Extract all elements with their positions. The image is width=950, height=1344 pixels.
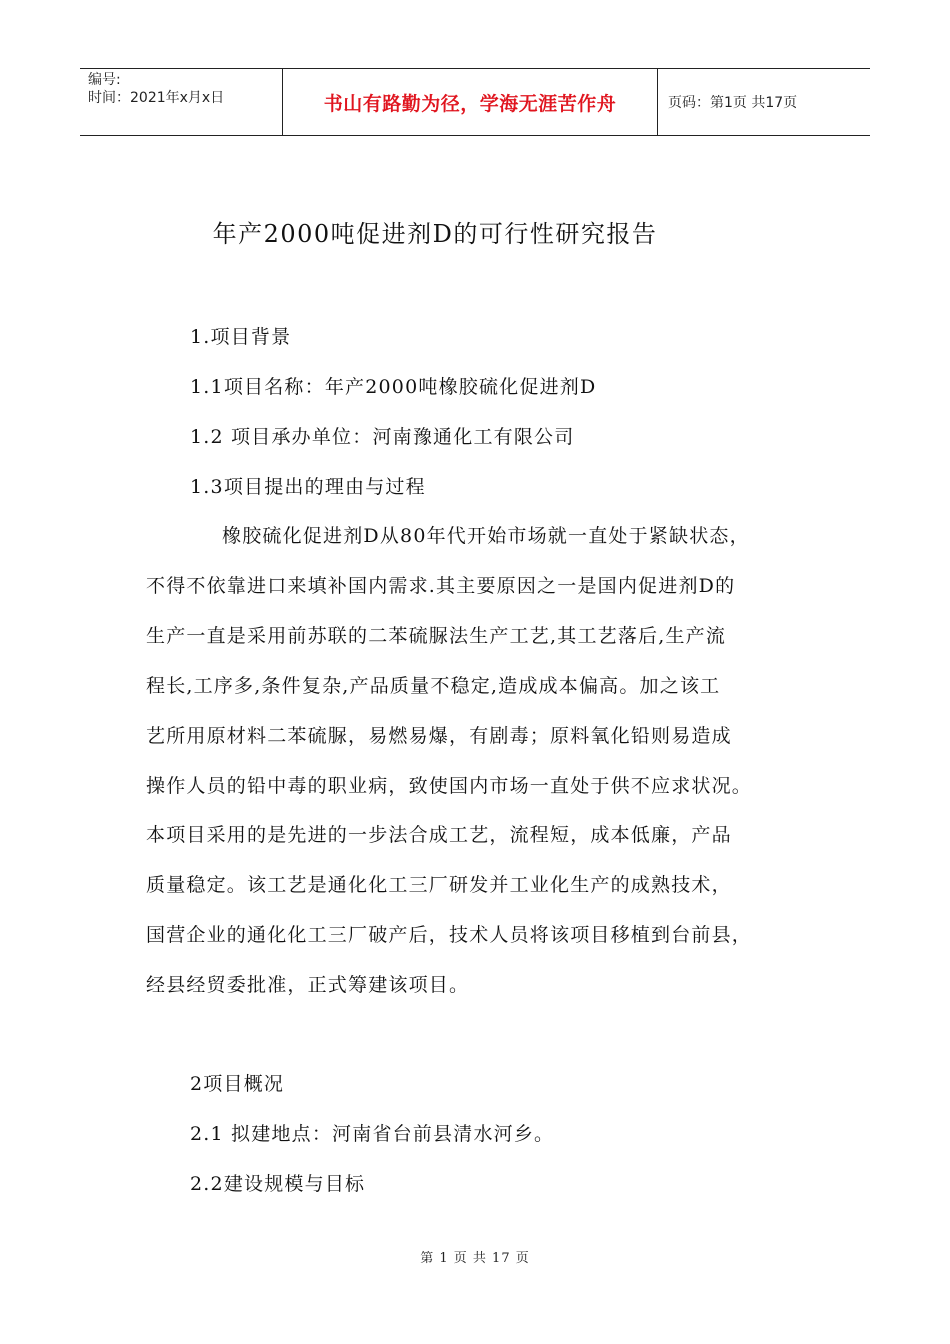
- page-footer: 第 1 页 共 17 页: [420, 1251, 530, 1266]
- section-heading-2-1: 2.1 拟建地点：河南省台前县清水河乡。: [190, 1123, 555, 1145]
- document-date: 时间：2021年x月x日: [88, 90, 225, 106]
- paragraph-line: 艺所用原材料二苯硫脲，易燃易爆，有剧毒；原料氧化铅则易造成: [146, 725, 732, 747]
- paragraph-line: 经县经贸委批准，正式筹建该项目。: [146, 974, 470, 996]
- paragraph-line: 本项目采用的是先进的一步法合成工艺，流程短，成本低廉，产品: [146, 824, 732, 846]
- header-page-number: 页码：第1页 共17页: [668, 95, 798, 111]
- section-heading-2: 2项目概况: [190, 1073, 285, 1095]
- section-heading-2-2: 2.2建设规模与目标: [190, 1173, 366, 1195]
- header-meta: [80, 69, 282, 135]
- paragraph-line: 生产一直是采用前苏联的二苯硫脲法生产工艺,其工艺落后,生产流: [146, 625, 727, 647]
- paragraph-line: 程长,工序多,条件复杂,产品质量不稳定,造成成本偏高。加之该工: [146, 675, 721, 697]
- paragraph-line: 国营企业的通化化工三厂破产后，技术人员将该项目移植到台前县，: [146, 924, 753, 946]
- page-header: [80, 68, 870, 136]
- section-heading-1-1: 1.1项目名称：年产2000吨橡胶硫化促进剂D: [190, 376, 597, 398]
- section-heading-1-2: 1.2 项目承办单位：河南豫通化工有限公司: [190, 426, 575, 448]
- document-title: 年产2000吨促进剂D的可行性研究报告: [212, 220, 658, 248]
- paragraph-line: 操作人员的铅中毒的职业病，致使国内市场一直处于供不应求状况。: [146, 775, 753, 797]
- document-number-label: 编号:: [88, 72, 121, 88]
- paragraph-line: 不得不依靠进口来填补国内需求.其主要原因之一是国内促进剂D的: [146, 575, 736, 597]
- paragraph-line: 质量稳定。该工艺是通化化工三厂研发并工业化生产的成熟技术，: [146, 874, 732, 896]
- section-heading-1-3: 1.3项目提出的理由与过程: [190, 476, 426, 498]
- header-slogan: 书山有路勤为径，学海无涯苦作舟: [282, 69, 658, 135]
- section-heading-1: 1.项目背景: [190, 326, 292, 348]
- paragraph-line: 橡胶硫化促进剂D从80年代开始市场就一直处于紧缺状态，: [222, 525, 750, 547]
